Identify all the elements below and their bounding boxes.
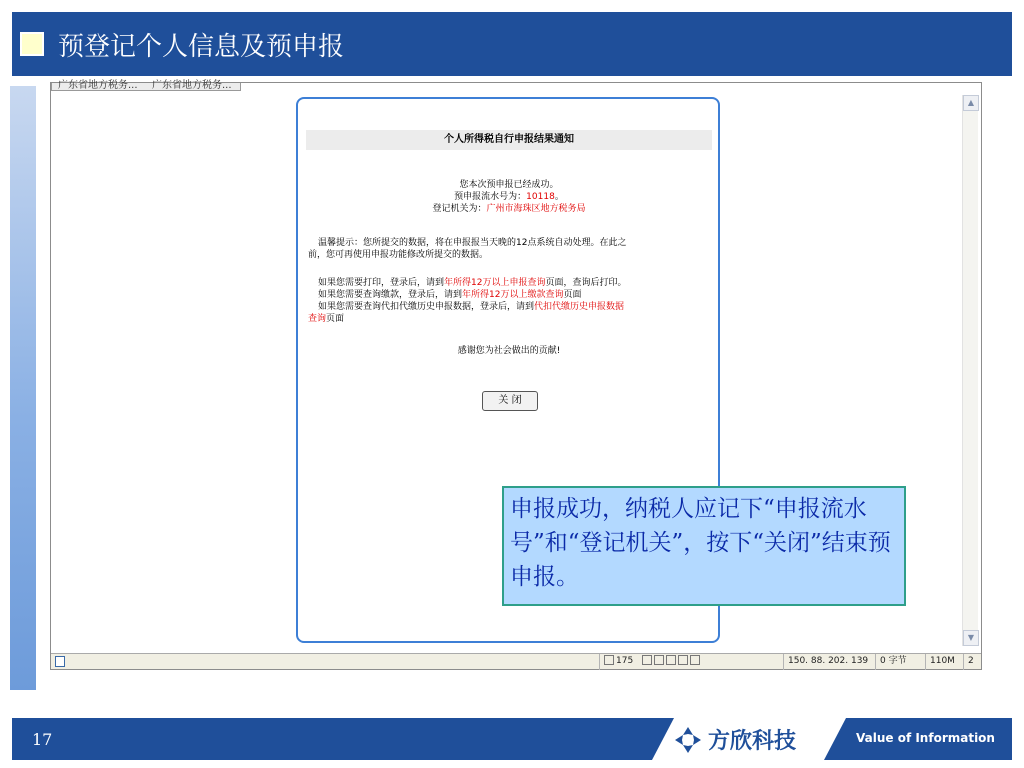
pay-text-after: 页面 — [563, 290, 582, 300]
tip-line-1: 温馨提示：您所提交的数据，将在申报报当天晚的12点系统自动处理。在此之 — [318, 238, 627, 248]
browser-tab-1[interactable]: 广东省地方税务... — [58, 80, 138, 91]
slide-footer — [12, 718, 1012, 760]
print-text: 如果您需要打印，登录后，请到 — [318, 278, 445, 288]
status-zone-icons — [599, 654, 719, 670]
tip-line-2: 前，您可再使用申报功能修改所提交的数据。 — [308, 250, 489, 260]
slide-title: 预登记个人信息及预申报 — [58, 32, 345, 62]
history-line-2 — [308, 313, 344, 325]
company-logo-icon — [674, 726, 702, 754]
tool-icon-4[interactable] — [678, 655, 688, 665]
status-count: 175 — [616, 656, 634, 666]
page-scrollbar[interactable] — [962, 95, 978, 646]
serial-value: 10118 — [526, 192, 555, 202]
scroll-up-icon[interactable]: ▲ — [963, 95, 979, 111]
pay-line — [318, 289, 581, 301]
serial-suffix: 。 — [554, 192, 564, 202]
tool-icon-1[interactable] — [642, 655, 652, 665]
office-label: 登记机关为： — [432, 204, 487, 214]
security-icon — [604, 655, 614, 665]
browser-tab-strip — [51, 80, 241, 91]
status-ip: 150. 88. 202. 139 — [783, 654, 875, 670]
slide-number: 17 — [32, 730, 53, 749]
pay-text: 如果您需要查询缴款，登录后，请到 — [318, 290, 463, 300]
decorative-stripe-gap — [36, 86, 44, 690]
browser-status-bar — [51, 653, 981, 669]
footer-wedge-right — [824, 718, 846, 760]
serial-line — [306, 191, 712, 203]
slide-title-bar — [12, 12, 1012, 76]
title-bullet-square — [20, 32, 44, 56]
serial-label: 预申报流水号为： — [454, 192, 527, 202]
page-status-icon — [55, 656, 65, 667]
print-link[interactable]: 年所得12万以上申报查询 — [444, 278, 546, 288]
print-text-after: 页面，查询后打印。 — [545, 278, 627, 288]
history-link-query[interactable]: 查询 — [308, 314, 327, 324]
callout-text: 申报成功，纳税人应记下“申报流水号”和“登记机关”，按下“关闭”结束预申报。 — [510, 496, 891, 590]
office-line — [306, 203, 712, 215]
tool-icon-2[interactable] — [654, 655, 664, 665]
success-message: 您本次预申报已经成功。 — [459, 180, 559, 190]
annotation-callout — [502, 486, 906, 606]
history-link[interactable]: 代扣代缴历史申报数据 — [534, 302, 625, 312]
thanks-message: 感谢您为社会做出的贡献! — [457, 346, 561, 356]
tool-icon-5[interactable] — [690, 655, 700, 665]
status-bytes: 0 字节 — [875, 654, 925, 670]
browser-tab-2[interactable]: 广东省地方税务... — [152, 80, 232, 91]
office-value: 广州市海珠区地方税务局 — [486, 204, 586, 214]
history-text-after: 页面 — [326, 314, 345, 324]
dialog-heading: 个人所得税自行申报结果通知 — [306, 130, 712, 150]
footer-wedge-left — [652, 718, 674, 760]
history-line — [318, 301, 624, 313]
history-text: 如果您需要查询代扣代缴历史申报数据，登录后，请到 — [318, 302, 535, 312]
tool-icon-3[interactable] — [666, 655, 676, 665]
company-tagline: Value of Information — [856, 731, 995, 745]
close-button[interactable]: 关 闭 — [482, 391, 538, 411]
pay-link[interactable]: 年所得12万以上缴款查询 — [462, 290, 564, 300]
company-name: 方欣科技 — [708, 729, 797, 754]
status-extra: 2 — [963, 654, 981, 670]
scroll-down-icon[interactable]: ▼ — [963, 630, 979, 646]
status-speed: 110M — [925, 654, 963, 670]
print-line — [318, 277, 626, 289]
